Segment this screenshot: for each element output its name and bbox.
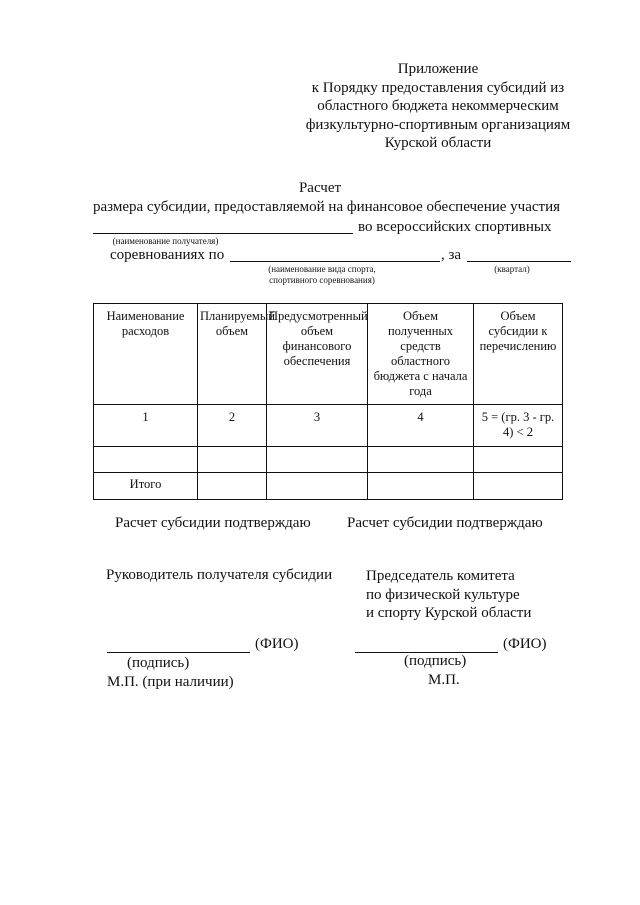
table-cell[interactable] — [267, 447, 368, 473]
header-expense-name: Наименование расходов — [94, 304, 198, 405]
recipient-hint: (наименование получателя) — [112, 236, 219, 246]
sport-hint — [242, 264, 402, 286]
right-signature-label: (подпись) — [404, 653, 467, 669]
sport-hint-line: (наименование вида спорта, — [268, 264, 376, 274]
table-total-row — [94, 473, 563, 500]
appendix-block — [288, 60, 588, 153]
header-received-funds: Объем полученных средств областного бюджета с начала года — [368, 304, 474, 405]
right-fio-label: (ФИО) — [503, 636, 547, 652]
competition-prefix: соревнованиях по — [110, 247, 225, 263]
table-cell[interactable] — [368, 447, 474, 473]
sport-name-field[interactable] — [230, 261, 440, 262]
calculation-title: Расчет — [298, 180, 342, 196]
table-header-row — [94, 304, 563, 405]
total-label: Итого — [94, 473, 198, 500]
column-number: 4 — [368, 405, 474, 447]
header-provided-volume: Предусмотренный объем финансового обеспечения — [267, 304, 368, 405]
calculation-table — [93, 303, 563, 500]
right-signer-title — [366, 567, 531, 623]
appendix-line: Курской области — [384, 135, 492, 151]
left-signature-field[interactable] — [107, 652, 250, 653]
quarter-field[interactable] — [467, 261, 571, 262]
calculation-subtitle: размера субсидии, предоставляемой на финансовое обеспечение участия — [93, 199, 560, 215]
left-fio-label: (ФИО) — [255, 636, 299, 652]
table-cell[interactable] — [267, 473, 368, 500]
confirm-left: Расчет субсидии подтверждаю — [115, 515, 311, 531]
column-number: 1 — [94, 405, 198, 447]
table-cell[interactable] — [368, 473, 474, 500]
left-signer-title: Руководитель получателя субсидии — [106, 567, 333, 583]
quarter-hint: (квартал) — [494, 264, 530, 274]
left-signature-label: (подпись) — [127, 655, 190, 671]
left-stamp-label: М.П. (при наличии) — [107, 674, 234, 690]
column-formula: 5 = (гр. 3 - гр. 4) < 2 — [474, 405, 563, 447]
column-number: 2 — [198, 405, 267, 447]
table-cell[interactable] — [474, 447, 563, 473]
column-number: 3 — [267, 405, 368, 447]
sport-hint-line: спортивного соревнования) — [269, 275, 375, 285]
appendix-line: Приложение — [397, 61, 479, 77]
table-row — [94, 447, 563, 473]
appendix-line: физкультурно-спортивным организациям — [305, 116, 571, 133]
header-planned-volume: Планируемый объем — [198, 304, 267, 405]
appendix-line: областного бюджета некоммерческим — [317, 98, 559, 114]
recipient-name-field[interactable] — [93, 233, 353, 234]
appendix-line: к Порядку предоставления субсидий из — [311, 79, 565, 96]
table-cell[interactable] — [198, 447, 267, 473]
right-stamp-label: М.П. — [428, 672, 460, 688]
right-signer-line: Председатель комитета — [366, 568, 515, 584]
table-number-row — [94, 405, 563, 447]
table-cell[interactable] — [94, 447, 198, 473]
right-signer-line: и спорту Курской области — [366, 605, 532, 621]
competition-middle: , за — [441, 247, 462, 263]
header-subsidy-amount: Объем субсидии к перечислению — [474, 304, 563, 405]
table-cell[interactable] — [198, 473, 267, 500]
confirm-right: Расчет субсидии подтверждаю — [347, 515, 543, 531]
right-signer-line: по физической культуре — [366, 586, 520, 603]
table-cell[interactable] — [474, 473, 563, 500]
calculation-subtitle-continued: во всероссийских спортивных — [358, 219, 552, 235]
